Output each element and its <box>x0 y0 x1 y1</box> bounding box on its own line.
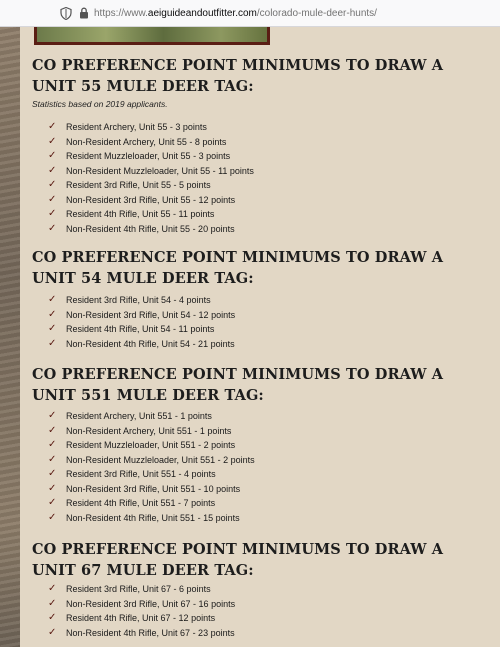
list-item-text: Resident 4th Rifle, Unit 67 - 12 points <box>66 613 216 623</box>
list-item <box>48 207 254 222</box>
list-item-text: Resident Muzzleloader, Unit 551 - 2 points <box>66 440 236 450</box>
list-item <box>48 467 255 482</box>
list-item <box>48 293 235 308</box>
checkmark-icon: ✓ <box>48 308 57 320</box>
list-item <box>48 135 254 150</box>
list-item <box>48 193 254 208</box>
list-item <box>48 149 254 164</box>
list-item-text: Non-Resident 4th Rifle, Unit 54 - 21 points <box>66 338 235 349</box>
statistics-note: Statistics based on 2019 applicants. <box>32 99 168 109</box>
list-item <box>48 482 255 497</box>
list-item-text: Non-Resident 4th Rifle, Unit 551 - 15 points <box>66 512 240 523</box>
checkmark-icon: ✓ <box>48 453 57 465</box>
unit-67-points-list <box>48 582 235 640</box>
checkmark-icon: ✓ <box>48 193 57 205</box>
list-item-text: Non-Resident 4th Rifle, Unit 55 - 20 points <box>66 223 235 234</box>
checkmark-icon: ✓ <box>48 439 57 450</box>
unit-54-points-list <box>48 293 235 351</box>
list-item-text: Non-Resident 3rd Rifle, Unit 67 - 16 points <box>66 598 236 609</box>
tracking-shield-icon[interactable] <box>60 7 72 20</box>
list-item-text: Resident 4th Rifle, Unit 551 - 7 points <box>66 498 216 508</box>
unit-55-points-list <box>48 120 254 236</box>
checkmark-icon: ✓ <box>48 208 57 219</box>
checkmark-icon: ✓ <box>48 410 57 421</box>
list-item-text: Resident 3rd Rifle, Unit 67 - 6 points <box>66 584 211 594</box>
checkmark-icon: ✓ <box>48 121 57 132</box>
list-item-text: Non-Resident 3rd Rifle, Unit 54 - 12 points <box>66 309 236 320</box>
list-item-text: Resident 3rd Rifle, Unit 551 - 4 points <box>66 469 216 479</box>
url-path: /colorado-mule-deer-hunts/ <box>256 8 377 19</box>
checkmark-icon: ✓ <box>48 294 57 305</box>
hunting-photo <box>34 27 270 45</box>
list-item-text: Resident 3rd Rifle, Unit 55 - 5 points <box>66 180 211 190</box>
list-item-text: Resident Archery, Unit 551 - 1 points <box>66 411 212 421</box>
list-item <box>48 611 235 626</box>
url-host: aeiguideandoutfitter.com <box>147 8 257 19</box>
checkmark-icon: ✓ <box>48 511 57 523</box>
checkmark-icon: ✓ <box>48 612 57 623</box>
list-item <box>48 453 255 468</box>
list-item <box>48 424 255 439</box>
list-item <box>48 308 235 323</box>
url-scheme: https://www. <box>94 8 148 19</box>
list-item <box>48 409 255 424</box>
list-item <box>48 511 255 526</box>
list-item <box>48 626 235 641</box>
checkmark-icon: ✓ <box>48 150 57 161</box>
list-item-text: Resident 3rd Rifle, Unit 54 - 4 points <box>66 295 211 305</box>
checkmark-icon: ✓ <box>48 583 57 594</box>
checkmark-icon: ✓ <box>48 597 57 609</box>
list-item-text: Non-Resident 3rd Rifle, Unit 55 - 12 points <box>66 194 236 205</box>
checkmark-icon: ✓ <box>48 468 57 479</box>
checkmark-icon: ✓ <box>48 164 57 176</box>
list-item <box>48 178 254 193</box>
list-item <box>48 438 255 453</box>
list-item-text: Resident 4th Rifle, Unit 54 - 11 points <box>66 324 215 334</box>
checkmark-icon: ✓ <box>48 323 57 334</box>
list-item <box>48 120 254 135</box>
checkmark-icon: ✓ <box>48 424 57 436</box>
list-item-text: Non-Resident Archery, Unit 55 - 8 points <box>66 136 227 147</box>
list-item <box>48 582 235 597</box>
lock-icon[interactable] <box>79 7 89 19</box>
list-item <box>48 322 235 337</box>
checkmark-icon: ✓ <box>48 179 57 190</box>
list-item-text: Non-Resident 3rd Rifle, Unit 551 - 10 points <box>66 483 241 494</box>
section-title-unit-67: CO PREFERENCE POINT MINIMUMS TO DRAW A UNIT 67 MULE DEER TAG: <box>32 541 444 579</box>
checkmark-icon: ✓ <box>48 135 57 147</box>
list-item <box>48 164 254 179</box>
checkmark-icon: ✓ <box>48 337 57 349</box>
section-title-unit-551: CO PREFERENCE POINT MINIMUMS TO DRAW A UNIT 551 MULE DEER TAG: <box>32 366 444 404</box>
checkmark-icon: ✓ <box>48 222 57 234</box>
list-item-text: Resident 4th Rifle, Unit 55 - 11 points <box>66 209 215 219</box>
list-item <box>48 337 235 352</box>
list-item <box>48 496 255 511</box>
list-item-text: Non-Resident Muzzleloader, Unit 55 - 11 points <box>66 165 254 176</box>
list-item <box>48 597 235 612</box>
checkmark-icon: ✓ <box>48 626 57 638</box>
article-content <box>20 27 500 647</box>
list-item-text: Non-Resident 4th Rifle, Unit 67 - 23 points <box>66 627 235 638</box>
unit-551-points-list <box>48 409 255 525</box>
address-bar-url[interactable] <box>94 8 377 19</box>
section-title-unit-54: CO PREFERENCE POINT MINIMUMS TO DRAW A UNIT 54 MULE DEER TAG: <box>32 249 444 287</box>
list-item-text: Resident Archery, Unit 55 - 3 points <box>66 122 207 132</box>
list-item-text: Resident Muzzleloader, Unit 55 - 3 points <box>66 151 231 161</box>
browser-toolbar <box>0 0 500 27</box>
list-item-text: Non-Resident Muzzleloader, Unit 551 - 2 points <box>66 454 255 465</box>
checkmark-icon: ✓ <box>48 482 57 494</box>
checkmark-icon: ✓ <box>48 497 57 508</box>
page-background-texture <box>0 27 20 647</box>
list-item-text: Non-Resident Archery, Unit 551 - 1 points <box>66 425 232 436</box>
list-item <box>48 222 254 237</box>
section-title-unit-55: CO PREFERENCE POINT MINIMUMS TO DRAW A UNIT 55 MULE DEER TAG: <box>32 57 444 95</box>
